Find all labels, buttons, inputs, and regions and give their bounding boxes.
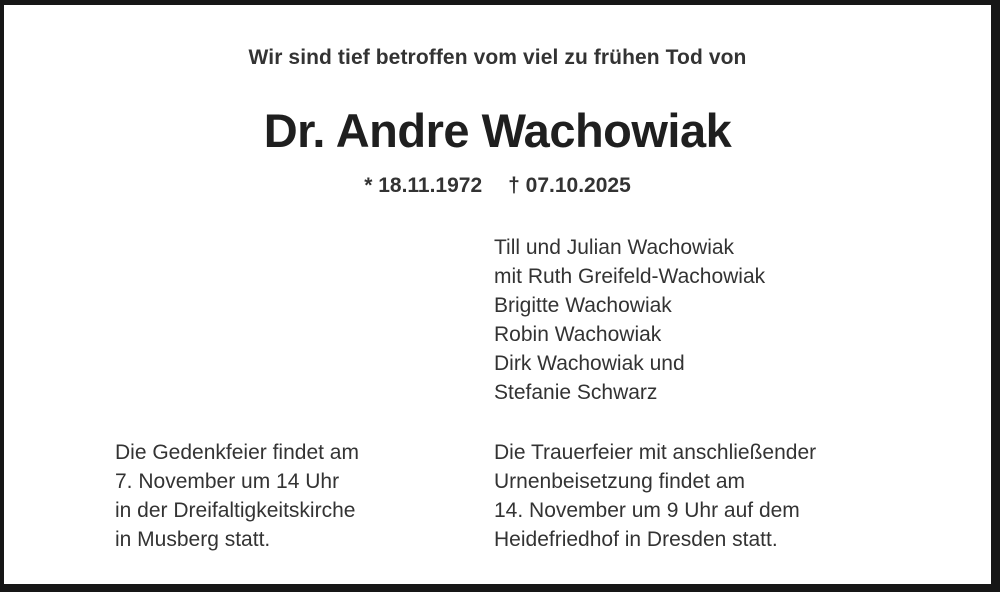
memorial-line: Die Gedenkfeier findet am (115, 441, 359, 464)
mourner-line: Stefanie Schwarz (494, 381, 658, 404)
mourners-list (494, 233, 765, 407)
deceased-name: Dr. Andre Wachowiak (263, 104, 732, 157)
funeral-service-info (494, 438, 816, 554)
death-date: † 07.10.2025 (508, 174, 631, 197)
funeral-line: 14. November um 9 Uhr auf dem (494, 499, 800, 522)
life-dates (4, 174, 991, 198)
memorial-line: 7. November um 14 Uhr (115, 470, 340, 493)
memorial-line: in der Dreifaltigkeitskirche (115, 499, 356, 522)
birth-date: * 18.11.1972 (364, 174, 483, 197)
mourner-line: Brigitte Wachowiak (494, 294, 672, 317)
intro-line: Wir sind tief betroffen vom viel zu frühen Tod von (248, 46, 747, 69)
mourner-line: mit Ruth Greifeld-Wachowiak (494, 265, 766, 288)
mourner-line: Dirk Wachowiak und (494, 352, 685, 375)
funeral-line: Urnenbeisetzung findet am (494, 470, 745, 493)
funeral-line: Heidefriedhof in Dresden statt. (494, 528, 778, 551)
mourner-line: Robin Wachowiak (494, 323, 662, 346)
mourner-line: Till und Julian Wachowiak (494, 236, 735, 259)
memorial-service-info (115, 438, 359, 554)
memorial-line: in Musberg statt. (115, 528, 271, 551)
funeral-line: Die Trauerfeier mit anschließender (494, 441, 817, 464)
